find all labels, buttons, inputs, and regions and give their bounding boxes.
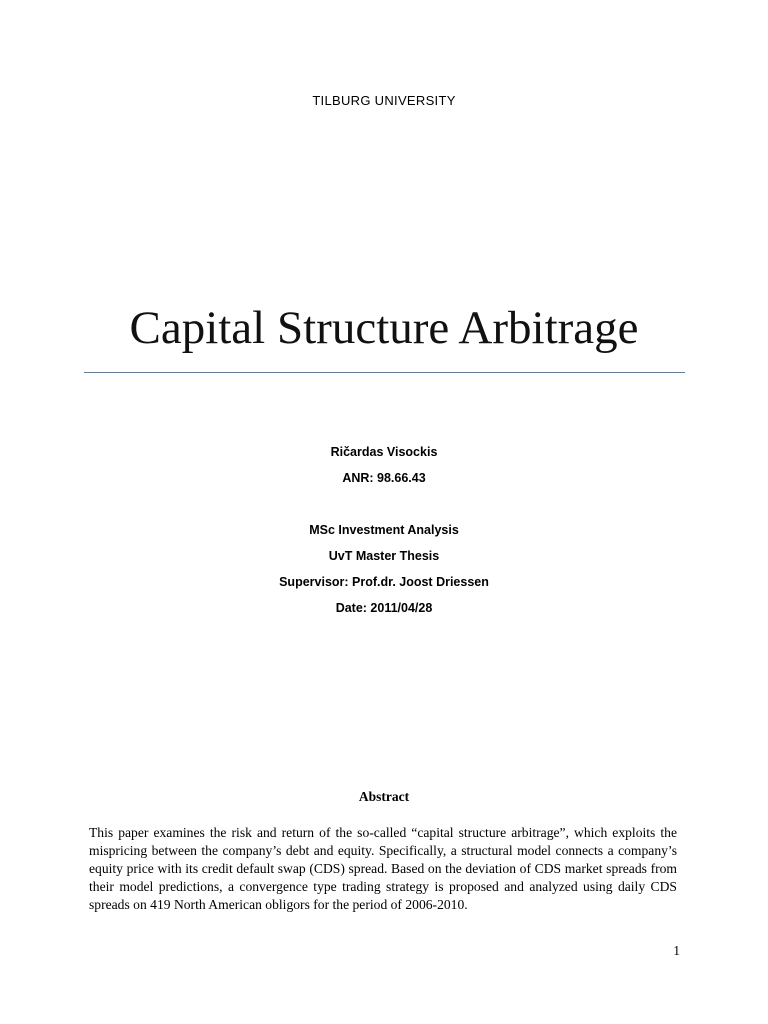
degree-program: MSc Investment Analysis xyxy=(309,523,459,537)
thesis-type: UvT Master Thesis xyxy=(328,549,440,563)
document-title: Capital Structure Arbitrage xyxy=(129,302,639,354)
abstract-text: This paper examines the risk and return of the so-called “capital structure arbitrage”, which exploits the mispricing between the company’s debt and equity. Specifically, a structural model connects a company’s equity price with its credit default swap (CDS) spread. Based on the deviation of CDS market spreads from their model predictions, a convergence type trading strategy is proposed and analyzed using daily CDS spreads on 419 North American obligors for the period of 2006-2010. xyxy=(89,825,677,912)
title-divider xyxy=(84,372,685,373)
page-number: 1 xyxy=(673,943,680,958)
university-name: TILBURG UNIVERSITY xyxy=(312,93,456,108)
abstract-heading: Abstract xyxy=(358,789,410,804)
student-anr: ANR: 98.66.43 xyxy=(342,471,426,485)
supervisor: Supervisor: Prof.dr. Joost Driessen xyxy=(279,575,489,589)
author-name: Ričardas Visockis xyxy=(330,445,438,459)
submission-date: Date: 2011/04/28 xyxy=(335,601,433,615)
